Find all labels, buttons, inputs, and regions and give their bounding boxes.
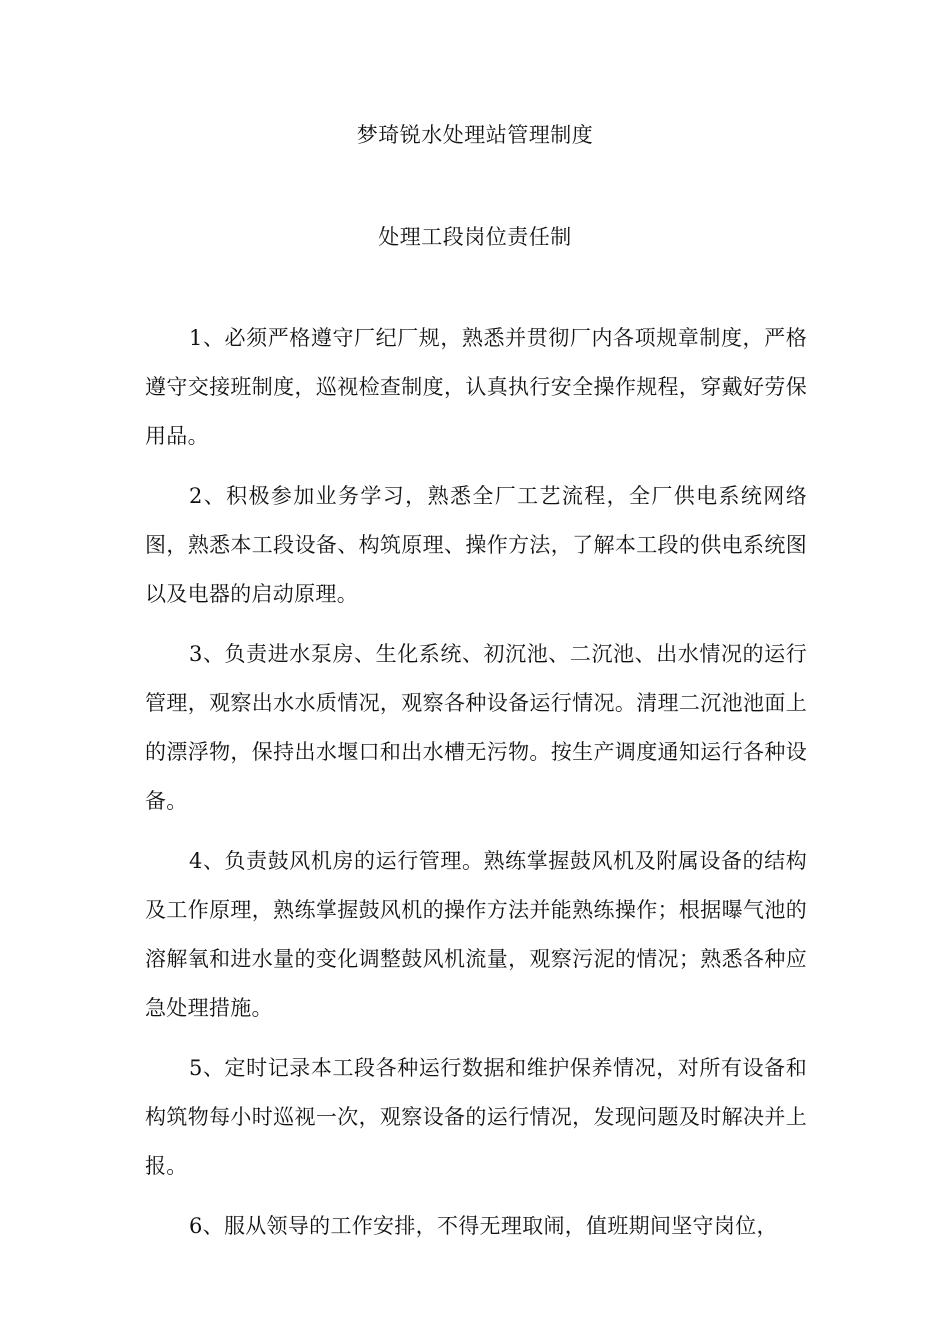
document-subtitle: 处理工段岗位责任制 <box>378 225 572 249</box>
paragraph-2: 2、积极参加业务学习，熟悉全厂工艺流程，全厂供电系统网络图，熟悉本工段设备、构筑原理、操作方法，了解本工段的供电系统图以及电器的启动原理。 <box>145 484 807 606</box>
document-body <box>145 314 807 1262</box>
paragraph-5: 5、定时记录本工段各种运行数据和维护保养情况，对所有设备和构筑物每小时巡视一次，观察设备的运行情况，发现问题及时解决并上报。 <box>145 1056 807 1178</box>
paragraph-4: 4、负责鼓风机房的运行管理。熟练掌握鼓风机及附属设备的结构及工作原理，熟练掌握鼓风机的操作方法并能熟练操作；根据曝气池的溶解氧和进水量的变化调整鼓风机流量，观察污泥的情况；熟悉各种应急处理措施。 <box>145 849 807 1020</box>
paragraph-1: 1、必须严格遵守厂纪厂规，熟悉并贯彻厂内各项规章制度，严格遵守交接班制度，巡视检查制度，认真执行安全操作规程，穿戴好劳保用品。 <box>145 326 807 448</box>
paragraph-3: 3、负责进水泵房、生化系统、初沉池、二沉池、出水情况的运行管理，观察出水水质情况，观察各种设备运行情况。清理二沉池池面上的漂浮物，保持出水堰口和出水槽无污物。按生产调度通知运行各种设备。 <box>145 642 807 813</box>
paragraph-6: 6、服从领导的工作安排，不得无理取闹，值班期间坚守岗位， <box>189 1214 778 1238</box>
document-title: 梦琦锐水处理站管理制度 <box>356 123 594 147</box>
